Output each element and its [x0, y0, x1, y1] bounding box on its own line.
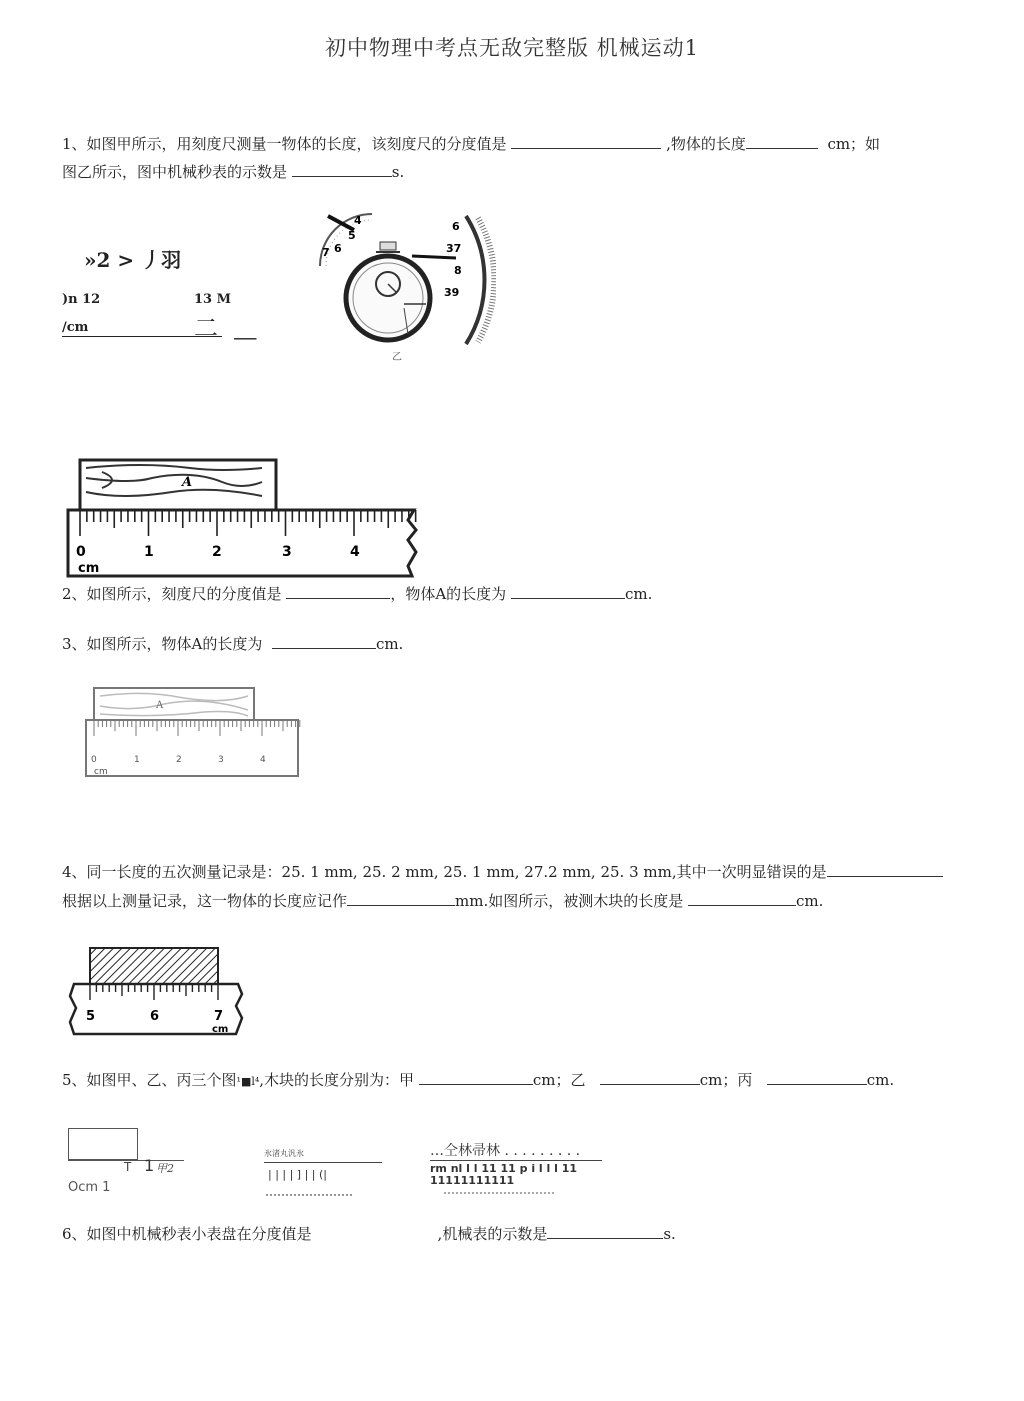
figure-jia: [62, 238, 292, 348]
tick-label-6: 6: [150, 1009, 160, 1024]
question-3: [62, 630, 403, 658]
q2-blank-division[interactable]: [286, 583, 390, 599]
q5-blank-jia[interactable]: [419, 1069, 533, 1085]
question-4-line-1: [62, 858, 943, 886]
q2-text-c: cm.: [624, 585, 653, 603]
tick-label-3: 3: [282, 544, 292, 560]
tick-label-4-small: 4: [260, 755, 266, 765]
q2-text-b: ，物体A的长度为: [390, 585, 507, 603]
dial-number-4: 4: [354, 214, 362, 227]
unit-label-small: cm: [94, 767, 108, 777]
q1-text-c: cm；如: [827, 135, 881, 153]
q5-text-c: cm；乙: [532, 1071, 586, 1089]
block-label-a-small: A: [156, 700, 164, 711]
q2-text-a: 2、如图所示，刻度尺的分度值是: [62, 585, 282, 603]
fig-jia-text-1: »2 > 丿羽: [84, 248, 182, 272]
q5-text-mid: ¹■l⁴: [236, 1075, 260, 1088]
q1-text-d: 图乙所示，图中机械秒表的示数是: [62, 163, 288, 181]
figure-q5-yi: [264, 1148, 388, 1200]
q5-yi-marks: | | | | ] | | (|: [268, 1168, 328, 1181]
q1-blank-division[interactable]: [511, 133, 661, 149]
figure-q2-ruler: [62, 456, 424, 580]
tick-label-0: 0: [76, 544, 86, 560]
figure-q4-ruler: [66, 944, 246, 1036]
scale-number-39: 39: [444, 286, 460, 299]
fig-yi-caption: 乙: [392, 352, 402, 363]
q4-text-a: 4、同一长度的五次测量记录是：25. 1 mm, 25. 2 mm, 25. 1 mm, 27.2 mm, 25. 3 mm,其中一次明显错误的是: [62, 863, 827, 881]
q5-jia-one: 1: [144, 1156, 155, 1175]
unit-label: cm: [78, 561, 100, 576]
q5-yi-line: [264, 1162, 382, 1163]
q5-blank-bing[interactable]: [767, 1069, 867, 1085]
page-title: 初中物理中考点无敌完整版 机械运动1: [324, 36, 700, 60]
figure-q5-jia: [66, 1128, 196, 1198]
tick-label-5: 5: [86, 1009, 96, 1024]
question-6: [62, 1220, 676, 1248]
scale-number-37: 37: [446, 242, 462, 255]
q5-jia-block: [68, 1128, 138, 1160]
q5-text-a: 5、如图甲、乙、丙三个图: [62, 1071, 237, 1089]
ruler-with-block-a-small: [84, 686, 304, 778]
question-1-line-1: [62, 130, 880, 158]
q6-text-b: ,机械表的示数是: [437, 1225, 548, 1243]
fig-jia-text-2: )n 12: [62, 292, 101, 307]
q5-yi-dots: [266, 1194, 352, 1196]
q5-jia-mark: T: [124, 1160, 132, 1174]
q1-text-a: 1、如图甲所示，用刻度尺测量一物体的长度，该刻度尺的分度值是: [62, 135, 507, 153]
question-1-line-2: [62, 158, 404, 186]
unit-label-q4: cm: [212, 1024, 229, 1035]
tick-label-1-small: 1: [134, 755, 140, 765]
figure-q3-ruler: [84, 686, 304, 778]
q5-yi-top: 氷渚丸汎氷: [264, 1149, 304, 1158]
q4-text-c: mm.如图所示，被测木块的长度是: [455, 892, 684, 910]
q6-text-a: 6、如图中机械秒表小表盘在分度值是: [62, 1225, 312, 1243]
q5-blank-yi[interactable]: [600, 1069, 700, 1085]
q1-text-e: s.: [391, 163, 405, 181]
block-label-a: A: [182, 475, 193, 490]
q4-blank-block-length[interactable]: [688, 890, 796, 906]
fig-jia-text-4: /cm: [62, 320, 89, 335]
tick-label-2-small: 2: [176, 755, 182, 765]
fig-jia-text-5: 二: [194, 314, 218, 342]
q5-bing-line: [430, 1160, 602, 1161]
q5-text-e: cm.: [866, 1071, 895, 1089]
stopwatch-illustration: [316, 212, 496, 362]
scale-number-8: 8: [454, 264, 462, 277]
scale-number-6: 6: [452, 220, 460, 233]
q6-text-c: s.: [663, 1225, 676, 1243]
q1-blank-length[interactable]: [746, 133, 818, 149]
q3-blank-length[interactable]: [272, 633, 376, 649]
q5-bing-line-1: rm nl l l 11 11 p i l l l 11: [430, 1162, 578, 1175]
tick-label-7: 7: [214, 1009, 224, 1024]
q1-text-b: ,物体的长度: [666, 135, 746, 153]
fig-jia-text-3: 13 M: [194, 292, 232, 307]
q5-text-d: cm；丙: [699, 1071, 753, 1089]
q5-bing-line-2: 11111111111: [430, 1174, 515, 1187]
q5-jia-label: 甲2: [156, 1162, 174, 1175]
figure-q5-bing: [430, 1140, 620, 1200]
question-4-line-2: [62, 887, 823, 915]
question-2: [62, 580, 652, 608]
tick-label-1: 1: [144, 544, 154, 560]
q4-blank-error[interactable]: [827, 861, 943, 877]
q5-bing-top: …仝林帚林 . . . . . . . . .: [430, 1143, 581, 1159]
q6-blank-reading[interactable]: [547, 1223, 663, 1239]
q2-blank-length[interactable]: [511, 583, 625, 599]
fig-jia-text-6: ___: [234, 322, 257, 340]
tick-label-3-small: 3: [218, 755, 224, 765]
dial-number-5: 5: [348, 229, 356, 242]
q5-jia-scale: Ocm 1: [68, 1180, 111, 1195]
dial-number-6: 6: [334, 242, 342, 255]
tick-label-2: 2: [212, 544, 222, 560]
q3-text-b: cm.: [375, 635, 404, 653]
tick-label-4: 4: [350, 544, 360, 560]
q5-bing-dots: [444, 1192, 554, 1194]
q4-text-d: cm.: [796, 892, 824, 910]
q3-text-a: 3、如图所示，物体A的长度为: [62, 635, 263, 653]
ruler-with-hatched-block: [66, 944, 246, 1036]
q1-blank-stopwatch[interactable]: [292, 161, 392, 177]
dial-number-7: 7: [322, 246, 330, 259]
figure-yi-stopwatch: [316, 212, 496, 362]
q4-blank-record[interactable]: [347, 890, 455, 906]
tick-label-0-small: 0: [91, 755, 97, 765]
q5-text-b: ,木块的长度分别为：甲: [259, 1071, 415, 1089]
question-5: [62, 1066, 894, 1096]
q4-text-b: 根据以上测量记录，这一物体的长度应记作: [62, 892, 348, 910]
ruler-with-block-a: [62, 456, 424, 580]
